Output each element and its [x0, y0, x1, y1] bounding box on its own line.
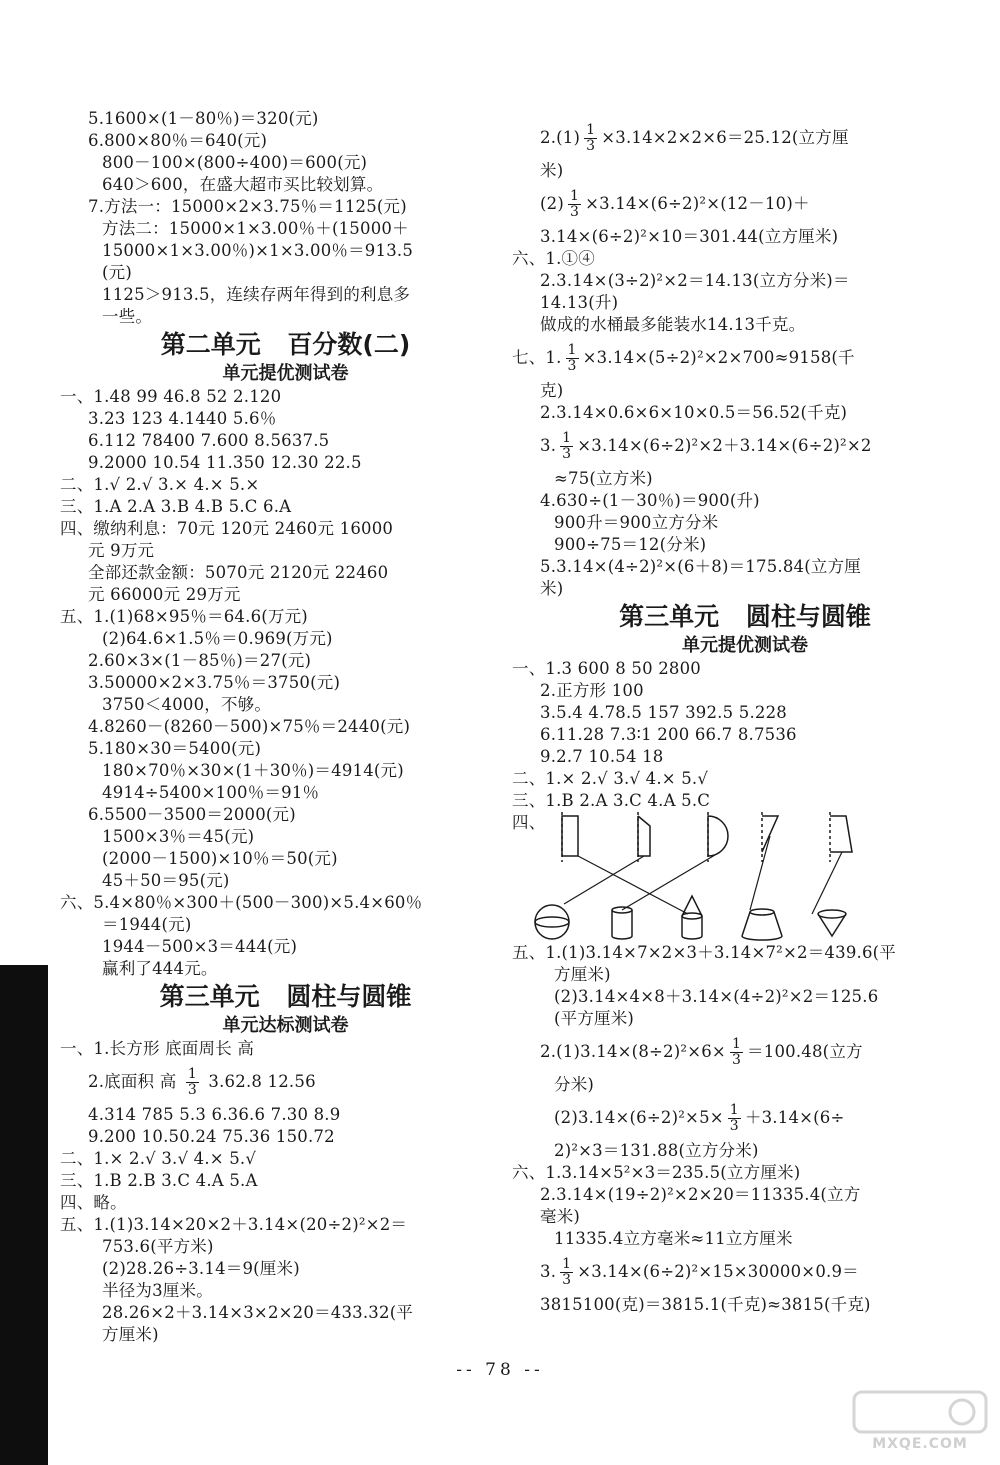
answer-line: 6.5500－3500＝2000(元): [88, 805, 296, 824]
watermark-logo: [850, 1388, 990, 1458]
answer-line-with-fraction: [88, 1060, 483, 1104]
answer-line: 5.1600×(1－80％)＝320(元): [88, 109, 319, 128]
answer-line: 米): [540, 161, 564, 180]
answer-line: 元 9万元: [88, 541, 155, 560]
answer-line: 米): [540, 579, 564, 598]
answer-line: 6.800×80％＝640(元): [88, 131, 268, 150]
answer-line: 四、略。: [60, 1193, 127, 1212]
answer-line: 753.6(平方米): [102, 1237, 214, 1256]
answer-text: (2)3.14×(6÷2)²×5×: [554, 1108, 724, 1127]
semicircle-shape: [708, 812, 728, 862]
unit-heading: 第二单元 百分数(二): [160, 330, 411, 359]
fraction-one-third: [566, 343, 579, 374]
answer-line: 元 66000元 29万元: [88, 585, 241, 604]
answer-line-with-fraction: [540, 182, 950, 226]
answer-line: 2.60×3×(1－85％)＝27(元): [88, 651, 312, 670]
watermark-badge-icon: [850, 1388, 990, 1438]
answer-line: 14.13(升): [540, 293, 619, 312]
answer-line: 一、1.48 99 46.8 52 2.120: [60, 387, 282, 406]
answer-line: 4.314 785 5.3 6.36.6 7.30 8.9: [88, 1105, 341, 1124]
answer-line: 克): [540, 381, 564, 400]
watermark-text: MXQE.COM: [872, 1436, 968, 1452]
answer-line: 二、1.√ 2.√ 3.× 4.× 5.×: [60, 475, 260, 494]
rectangle-shape: [562, 812, 578, 862]
answer-line: 六、1.3.14×5²×3＝235.5(立方厘米): [512, 1163, 801, 1182]
answer-line: ＝1944(元): [102, 915, 192, 934]
fraction-numerator: 1: [586, 122, 596, 138]
fraction-numerator: 1: [731, 1036, 742, 1052]
page-number: -- 78 --: [456, 1360, 544, 1380]
answer-line: 800－100×(800÷400)＝600(元): [102, 153, 368, 172]
answer-line: 9.2.7 10.54 18: [540, 747, 664, 766]
answer-text: ＋3.14×(6÷: [744, 1108, 845, 1127]
left-column: [60, 108, 483, 1346]
answer-line: 方厘米): [554, 965, 611, 984]
answer-text: 2.(1)3.14×(8÷2)²×6×: [540, 1042, 726, 1061]
unit-heading: 第三单元 圆柱与圆锥: [619, 602, 871, 631]
answer-line: 三、1.B 2.B 3.C 4.A 5.A: [60, 1171, 258, 1190]
answer-line: 6.112 78400 7.600 8.5637.5: [88, 431, 330, 450]
answer-line-with-fraction: [540, 1096, 950, 1140]
answer-text: ×3.14×(6÷2)²×(12－10)＋: [585, 194, 810, 213]
answer-line: 4.630÷(1－30％)＝900(升): [540, 491, 760, 510]
answer-line: 3.50000×2×3.75％＝3750(元): [88, 673, 341, 692]
answer-line: 9.200 10.50.24 75.36 150.72: [88, 1127, 335, 1146]
answer-line: 五、1.(1)3.14×20×2＋3.14×(20÷2)²×2＝: [60, 1215, 408, 1234]
answer-line: 赢利了444元。: [102, 959, 218, 978]
fraction-one-third: [730, 1037, 743, 1068]
unit-subheading: 单元提优测试卷: [222, 363, 349, 384]
answer-line: 3.23 123 4.1440 5.6％: [88, 409, 277, 428]
answer-line: 3.5.4 4.78.5 157 392.5 5.228: [540, 703, 788, 722]
fraction-numerator: 1: [569, 188, 580, 204]
matching-diagram: [512, 812, 912, 942]
answer-line: 三、1.A 2.A 3.B 4.B 5.C 6.A: [60, 497, 292, 516]
triangle-rectangle-shape: [638, 812, 650, 862]
fraction-one-third: [584, 123, 597, 154]
cylinder-solid: [612, 907, 632, 939]
answer-text: (2): [540, 194, 564, 213]
matching-lines: [564, 836, 842, 914]
answer-line: 4.8260－(8260－500)×75％＝2440(元): [88, 717, 411, 736]
answer-line: 5.3.14×(4÷2)²×(6＋8)＝175.84(立方厘: [540, 557, 861, 576]
unit-heading: 第三单元 圆柱与圆锥: [159, 982, 412, 1011]
answer-line: 一些。: [102, 307, 153, 326]
answer-line: 五、1.(1)68×95％＝64.6(万元): [60, 607, 308, 626]
answer-line: (2)64.6×1.5％＝0.969(万元): [102, 629, 333, 648]
answer-text: ×3.14×(6÷2)²×2＋3.14×(6÷2)²×2: [577, 436, 872, 455]
answer-line: 3815100(克)＝3815.1(千克)≈3815(千克): [540, 1295, 871, 1314]
answer-text: 2.(1): [540, 128, 581, 147]
answer-line: 45＋50＝95(元): [102, 871, 230, 890]
unit-subheading: 单元提优测试卷: [682, 635, 808, 656]
answer-line: 2.3.14×(19÷2)²×2×20＝11335.4(立方: [540, 1185, 861, 1204]
fraction-denominator: 3: [586, 138, 596, 154]
cone-cylinder-solid: [682, 896, 702, 939]
scan-edge-shadow: [0, 965, 48, 1465]
fraction-denominator: 3: [569, 204, 580, 220]
answer-line: 3750＜4000，不够。: [102, 695, 272, 714]
fraction-denominator: 3: [729, 1118, 739, 1134]
fraction-denominator: 3: [187, 1082, 197, 1098]
sphere-solid: [535, 905, 569, 939]
answer-line: (2)28.26÷3.14＝9(厘米): [102, 1259, 300, 1278]
answer-line: 15000×1×3.00％)×1×3.00％＝913.5: [102, 241, 414, 260]
answer-line: 900升＝900立方分米: [554, 513, 719, 532]
answer-line: 1500×3％＝45(元): [102, 827, 255, 846]
answer-line: 毫米): [540, 1207, 581, 1226]
answer-text: ×3.14×(5÷2)²×2×700≈9158(千: [582, 348, 855, 367]
answer-line: 分米): [554, 1075, 595, 1094]
answer-text: 七、1.: [512, 348, 562, 367]
frustum-solid: [742, 909, 782, 940]
answer-line: 二、1.× 2.√ 3.√ 4.× 5.√: [512, 769, 709, 788]
answer-line: 6.11.28 7.3∶1 200 66.7 8.7536: [540, 725, 797, 744]
fraction-denominator: 3: [562, 446, 572, 462]
answer-line: 9.2000 10.54 11.350 12.30 22.5: [88, 453, 362, 472]
answer-line: 五、1.(1)3.14×7×2×3＋3.14×7²×2＝439.6(平: [512, 943, 896, 962]
answer-text: 3.: [540, 1262, 557, 1281]
answer-line: 1944－500×3＝444(元): [102, 937, 298, 956]
answer-line: 做成的水桶最多能装水14.13千克。: [540, 315, 806, 334]
answer-line: 一、1.长方形 底面周长 高: [60, 1039, 255, 1058]
answer-line: 3.14×(6÷2)²×10＝301.44(立方厘米): [540, 227, 839, 246]
fraction-numerator: 1: [187, 1066, 197, 1082]
answer-text: ＝100.48(立方: [747, 1042, 863, 1061]
answer-line: ≈75(立方米): [554, 469, 653, 488]
answer-line: 方法二：15000×1×3.00％＋(15000＋: [102, 219, 409, 238]
answer-line: (元): [102, 263, 132, 282]
answer-text: 2.底面积 高: [88, 1072, 177, 1091]
question-number: 四、: [512, 813, 546, 832]
answer-line: 六、5.4×80％×300＋(500－300)×5.4×60％: [60, 893, 423, 912]
fraction-numerator: 1: [729, 1102, 739, 1118]
answer-line: 方厘米): [102, 1325, 159, 1344]
answer-line: 7.方法一：15000×2×3.75％＝1125(元): [88, 197, 407, 216]
answer-line: 2.正方形 100: [540, 681, 644, 700]
answer-line-with-fraction: [540, 116, 950, 160]
fraction-numerator: 1: [562, 1256, 572, 1272]
fraction-one-third: [728, 1103, 741, 1134]
fraction-one-third: [560, 1257, 573, 1288]
fraction-one-third: [568, 189, 581, 220]
fraction-numerator: 1: [562, 430, 572, 446]
answer-text: 3.62.8 12.56: [208, 1072, 316, 1091]
answer-line-with-fraction: [540, 1030, 950, 1074]
fraction-denominator: 3: [731, 1052, 742, 1068]
answer-line: 四、缴纳利息：70元 120元 2460元 16000: [60, 519, 394, 538]
answer-line: 5.180×30＝5400(元): [88, 739, 262, 758]
answer-line: 11335.4立方毫米≈11立方厘米: [554, 1229, 793, 1248]
answer-line: 2.3.14×0.6×6×10×0.5＝56.52(千克): [540, 403, 848, 422]
fraction-one-third: [186, 1067, 199, 1098]
answer-line: 全部还款金额：5070元 2120元 22460: [88, 563, 389, 582]
answer-line: (2)3.14×4×8＋3.14×(4÷2)²×2＝125.6: [554, 987, 879, 1006]
shape-matching-figure: [512, 812, 950, 942]
answer-text: 3.: [540, 436, 557, 455]
answer-line: 2)²×3＝131.88(立方分米): [554, 1141, 759, 1160]
answer-line: 4914÷5400×100％＝91％: [102, 783, 320, 802]
answer-line: 180×70％×30×(1＋30％)＝4914(元): [102, 761, 404, 780]
answer-line: 六、1.①④: [512, 249, 595, 268]
fraction-denominator: 3: [567, 358, 577, 374]
answer-line: 640＞600，在盛大超市买比较划算。: [102, 175, 384, 194]
answer-line: 1125＞913.5，连续存两年得到的利息多: [102, 285, 411, 304]
answer-line: 半径为3厘米。: [102, 1281, 213, 1300]
answer-line: 一、1.3 600 8 50 2800: [512, 659, 701, 678]
answer-line: 28.26×2＋3.14×3×2×20＝433.32(平: [102, 1303, 414, 1322]
answer-line: 900÷75＝12(分米): [554, 535, 707, 554]
answer-line-with-fraction: [540, 1250, 950, 1294]
answer-line: (平方厘米): [554, 1009, 635, 1028]
fraction-denominator: 3: [562, 1272, 572, 1288]
answer-line: 二、1.× 2.√ 3.√ 4.× 5.√: [60, 1149, 257, 1168]
answer-line-with-fraction: [512, 336, 950, 380]
unit-subheading: 单元达标测试卷: [222, 1015, 349, 1036]
answer-line: 2.3.14×(3÷2)²×2＝14.13(立方分米)＝: [540, 271, 850, 290]
answer-line-with-fraction: [540, 424, 950, 468]
right-column: [512, 116, 950, 1316]
answer-text: ×3.14×(6÷2)²×15×30000×0.9＝: [577, 1262, 859, 1281]
answer-line: 三、1.B 2.A 3.C 4.A 5.C: [512, 791, 711, 810]
inverted-cone-solid: [818, 910, 846, 936]
fraction-one-third: [560, 431, 573, 462]
answer-line: (2000－1500)×10％＝50(元): [102, 849, 338, 868]
fraction-numerator: 1: [567, 342, 577, 358]
answer-text: ×3.14×2×2×6＝25.12(立方厘: [601, 128, 849, 147]
